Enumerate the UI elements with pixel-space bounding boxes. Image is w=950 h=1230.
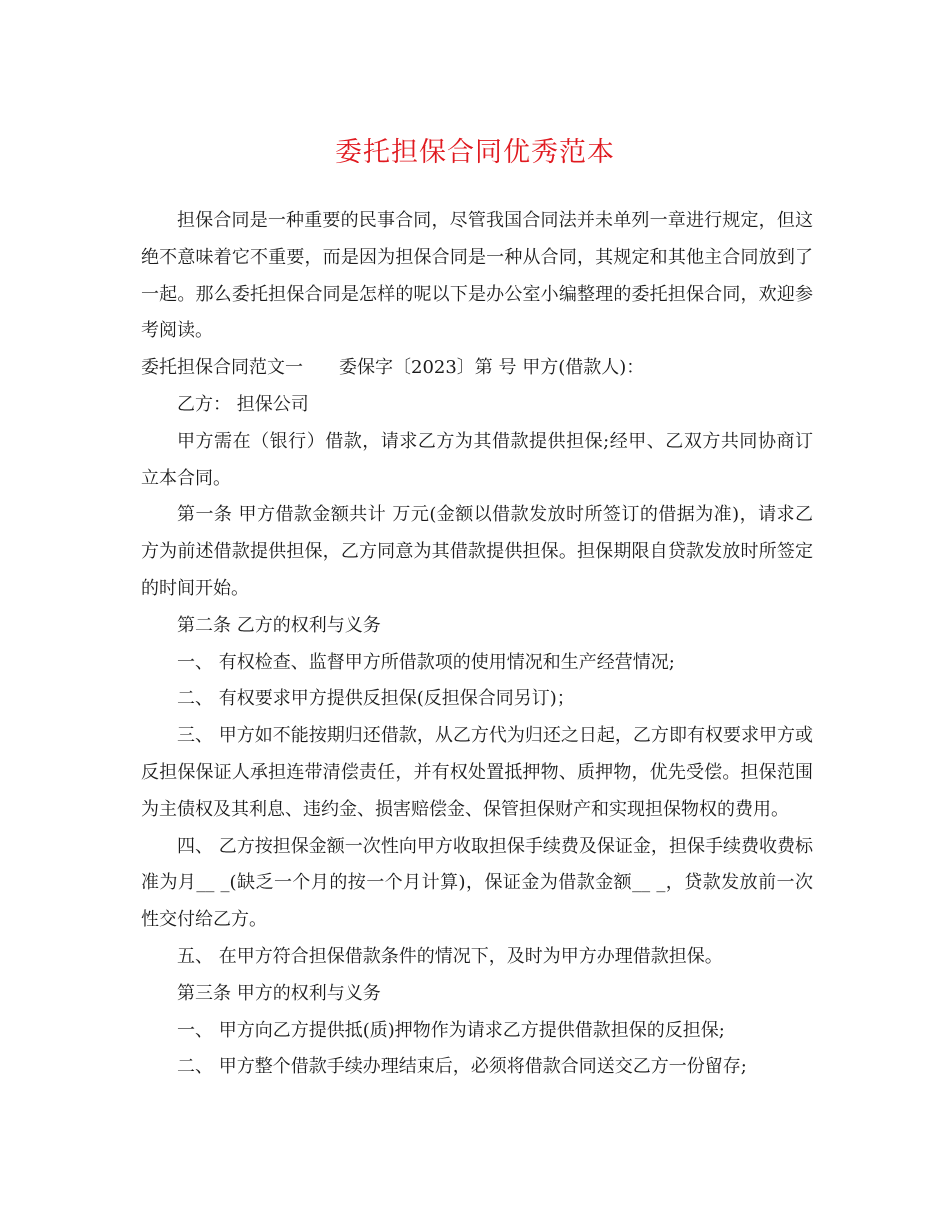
- paragraph-article-3-item-1: 一、 甲方向乙方提供抵(质)押物作为请求乙方提供借款担保的反担保;: [177, 1019, 725, 1041]
- paragraph-article-2-item-5: 五、 在甲方符合担保借款条件的情况下，及时为甲方办理借款担保。: [177, 945, 723, 967]
- paragraph-contract-header: 委托担保合同范文一 委保字〔2023〕第 号 甲方(借款人)：: [141, 357, 645, 379]
- paragraph-article-2-heading: 第二条 乙方的权利与义务: [177, 614, 381, 636]
- paragraph-article-2-item-4: 四、 乙方按担保金额一次性向甲方收取担保手续费及保证金，担保手续费收费标准为月__ _(缺乏一个月的按一个月计算)，保证金为借款金额__ _，贷款发放前一次性交付给乙方。: [141, 835, 813, 931]
- paragraph-article-3-item-2: 二、 甲方整个借款手续办理结束后，必须将借款合同送交乙方一份留存;: [177, 1056, 747, 1078]
- paragraph-article-3-heading: 第三条 甲方的权利与义务: [177, 982, 381, 1004]
- paragraph-preamble: 甲方需在（银行）借款，请求乙方为其借款提供担保;经甲、乙双方共同协商订立本合同。: [141, 430, 813, 489]
- paragraph-party-b: 乙方： 担保公司: [177, 393, 309, 415]
- paragraph-article-2-item-2: 二、 有权要求甲方提供反担保(反担保合同另订)；: [177, 688, 575, 710]
- paragraph-intro: 担保合同是一种重要的民事合同，尽管我国合同法并未单列一章进行规定，但这绝不意味着它不重要，而是因为担保合同是一种从合同，其规定和其他主合同放到了一起。那么委托担保合同是怎样的呢以下是办公室小编整理的委托担保合同，欢迎参考阅读。: [141, 210, 813, 342]
- paragraph-article-1: 第一条 甲方借款金额共计 万元(金额以借款发放时所签订的借据为准)，请求乙方为前述借款提供担保，乙方同意为其借款提供担保。担保期限自贷款发放时所签定的时间开始。: [141, 504, 813, 599]
- document-title: 委托担保合同优秀范本: [335, 137, 615, 168]
- document-body: [141, 203, 813, 1086]
- paragraph-article-2-item-1: 一、 有权检查、监督甲方所借款项的使用情况和生产经营情况;: [177, 651, 675, 673]
- paragraph-article-2-item-3: 三、 甲方如不能按期归还借款，从乙方代为归还之日起，乙方即有权要求甲方或反担保保证人承担连带清偿责任，并有权处置抵押物、质押物，优先受偿。担保范围为主债权及其利息、违约金、损害赔偿金、保管担保财产和实现担保物权的费用。: [141, 725, 813, 820]
